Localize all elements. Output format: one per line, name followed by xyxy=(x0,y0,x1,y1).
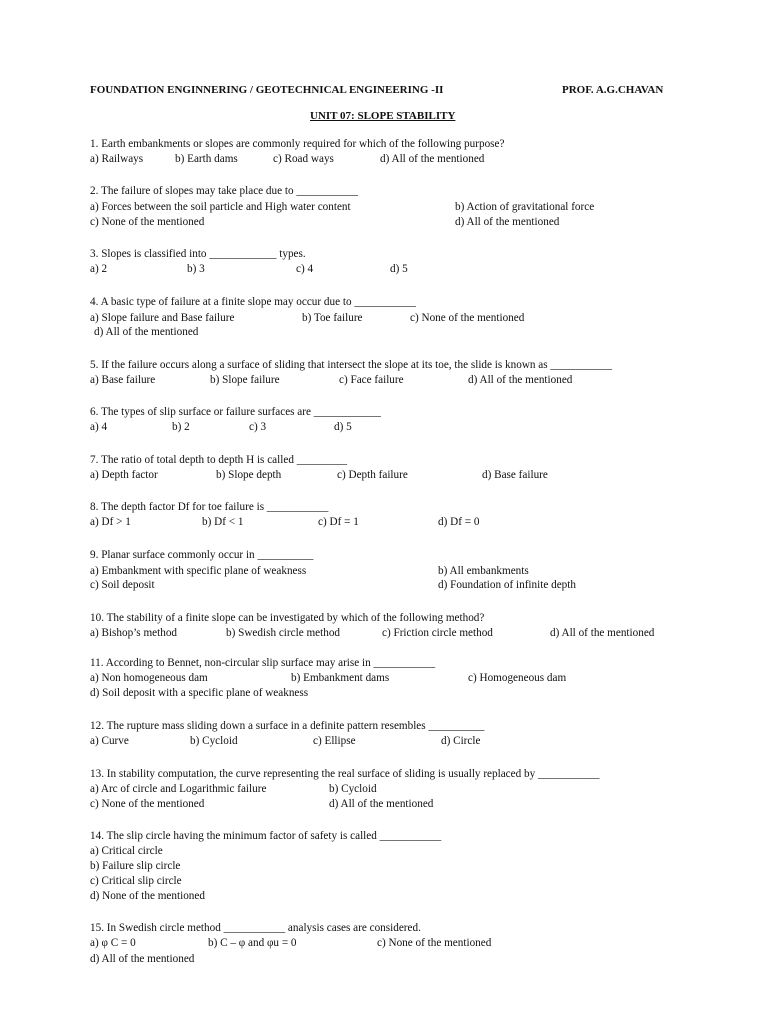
option-7c: c) Depth failure xyxy=(337,469,408,481)
option-6a: a) 4 xyxy=(90,421,108,433)
question-11: 11. According to Bennet, non-circular slip surface may arise in ___________ xyxy=(90,657,436,669)
option-15d: d) All of the mentioned xyxy=(90,953,195,965)
option-8d: d) Df = 0 xyxy=(438,516,480,528)
question-12: 12. The rupture mass sliding down a surface in a definite pattern resembles __________ xyxy=(90,720,485,732)
option-8a: a) Df > 1 xyxy=(90,516,131,528)
question-15: 15. In Swedish circle method ___________ analysis cases are considered. xyxy=(90,922,421,934)
option-13a: a) Arc of circle and Logarithmic failure xyxy=(90,783,267,795)
option-2d: d) All of the mentioned xyxy=(455,216,560,228)
option-9b: b) All embankments xyxy=(438,565,529,577)
option-12d: d) Circle xyxy=(441,735,481,747)
option-1a: a) Railways xyxy=(90,153,144,165)
option-4a: a) Slope failure and Base failure xyxy=(90,312,235,324)
option-9c: c) Soil deposit xyxy=(90,579,155,591)
option-12b: b) Cycloid xyxy=(190,735,238,747)
option-4d: d) All of the mentioned xyxy=(94,326,199,338)
question-9: 9. Planar surface commonly occur in __________ xyxy=(90,549,314,561)
option-11a: a) Non homogeneous dam xyxy=(90,672,208,684)
option-12a: a) Curve xyxy=(90,735,129,747)
option-3c: c) 4 xyxy=(296,263,314,275)
option-9d: d) Foundation of infinite depth xyxy=(438,579,576,591)
option-6c: c) 3 xyxy=(249,421,267,433)
option-9a: a) Embankment with specific plane of weakness xyxy=(90,565,307,577)
option-14b: b) Failure slip circle xyxy=(90,860,181,872)
option-10c: c) Friction circle method xyxy=(382,627,493,639)
question-8: 8. The depth factor Df for toe failure is ___________ xyxy=(90,501,329,513)
option-13c: c) None of the mentioned xyxy=(90,798,205,810)
option-4c: c) None of the mentioned xyxy=(410,312,525,324)
option-13d: d) All of the mentioned xyxy=(329,798,434,810)
question-5: 5. If the failure occurs along a surface of sliding that intersect the slope at its toe, the slide is known as ___________ xyxy=(90,359,612,371)
option-12c: c) Ellipse xyxy=(313,735,356,747)
question-14: 14. The slip circle having the minimum factor of safety is called ___________ xyxy=(90,830,442,842)
option-5d: d) All of the mentioned xyxy=(468,374,573,386)
question-1: 1. Earth embankments or slopes are commonly required for which of the following purpose? xyxy=(90,138,505,150)
option-7a: a) Depth factor xyxy=(90,469,158,481)
option-6b: b) 2 xyxy=(172,421,190,433)
option-15c: c) None of the mentioned xyxy=(377,937,492,949)
option-7d: d) Base failure xyxy=(482,469,548,481)
option-5a: a) Base failure xyxy=(90,374,156,386)
option-11c: c) Homogeneous dam xyxy=(468,672,567,684)
option-3d: d) 5 xyxy=(390,263,408,275)
option-11d: d) Soil deposit with a specific plane of weakness xyxy=(90,687,309,699)
option-8c: c) Df = 1 xyxy=(318,516,359,528)
option-1c: c) Road ways xyxy=(273,153,334,165)
option-5c: c) Face failure xyxy=(339,374,404,386)
option-4b: b) Toe failure xyxy=(302,312,363,324)
option-15a: a) φ C = 0 xyxy=(90,937,136,949)
option-2b: b) Action of gravitational force xyxy=(455,201,595,213)
course-header: FOUNDATION ENGINNERING / GEOTECHNICAL ENGINEERING -II xyxy=(90,84,444,96)
option-6d: d) 5 xyxy=(334,421,352,433)
option-10a: a) Bishop’s method xyxy=(90,627,178,639)
unit-title: UNIT 07: SLOPE STABILITY xyxy=(310,110,456,122)
option-8b: b) Df < 1 xyxy=(202,516,244,528)
option-15b: b) C – φ and φu = 0 xyxy=(208,937,297,949)
question-3: 3. Slopes is classified into ____________ types. xyxy=(90,248,306,260)
option-5b: b) Slope failure xyxy=(210,374,280,386)
question-10: 10. The stability of a finite slope can be investigated by which of the following method? xyxy=(90,612,485,624)
option-1d: d) All of the mentioned xyxy=(380,153,485,165)
option-2c: c) None of the mentioned xyxy=(90,216,205,228)
option-14d: d) None of the mentioned xyxy=(90,890,205,902)
option-13b: b) Cycloid xyxy=(329,783,377,795)
question-2: 2. The failure of slopes may take place due to ___________ xyxy=(90,185,358,197)
question-4: 4. A basic type of failure at a finite slope may occur due to ___________ xyxy=(90,296,416,308)
option-11b: b) Embankment dams xyxy=(291,672,390,684)
option-14c: c) Critical slip circle xyxy=(90,875,182,887)
option-3b: b) 3 xyxy=(187,263,205,275)
option-7b: b) Slope depth xyxy=(216,469,282,481)
question-7: 7. The ratio of total depth to depth H is called _________ xyxy=(90,454,348,466)
option-1b: b) Earth dams xyxy=(175,153,238,165)
question-13: 13. In stability computation, the curve representing the real surface of sliding is usually replaced by ___________ xyxy=(90,768,600,780)
option-3a: a) 2 xyxy=(90,263,108,275)
option-2a: a) Forces between the soil particle and High water content xyxy=(90,201,351,213)
option-10d: d) All of the mentioned xyxy=(550,627,655,639)
option-10b: b) Swedish circle method xyxy=(226,627,341,639)
author-header: PROF. A.G.CHAVAN xyxy=(562,84,664,96)
option-14a: a) Critical circle xyxy=(90,845,163,857)
question-6: 6. The types of slip surface or failure surfaces are ____________ xyxy=(90,406,381,418)
